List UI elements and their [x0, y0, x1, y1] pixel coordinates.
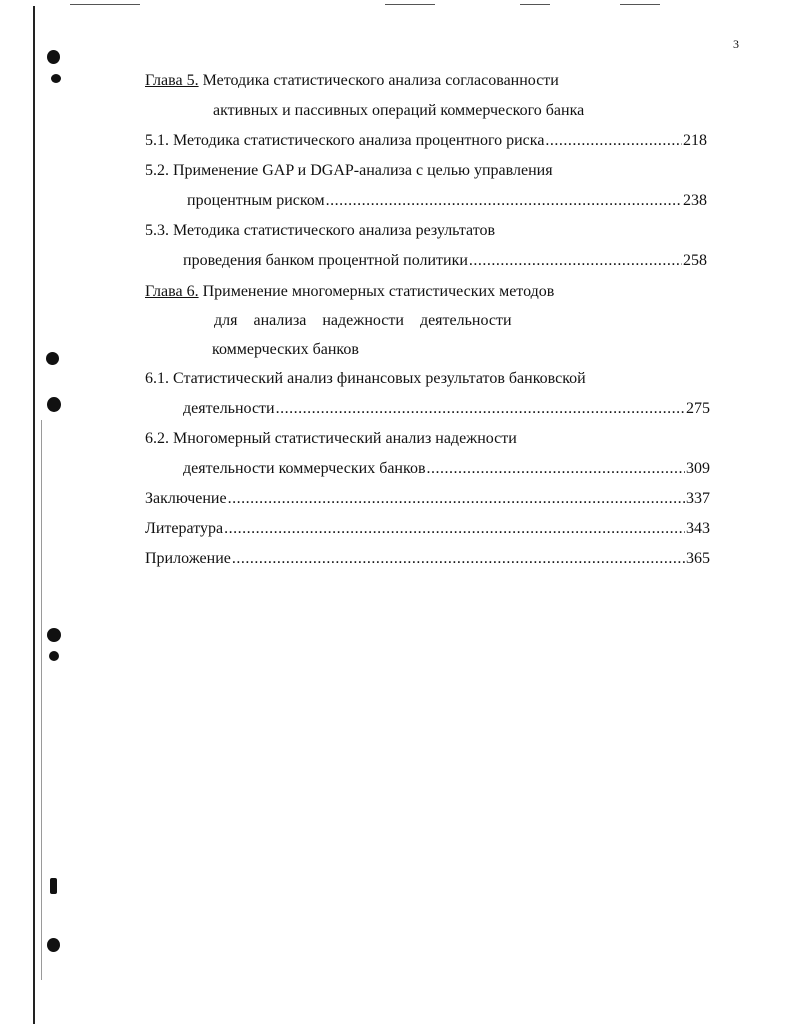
toc-entry-title: деятельности: [183, 400, 275, 417]
dot-leader: [545, 132, 682, 150]
punch-hole-mark: [50, 878, 57, 894]
toc-entry-6-1-title: 6.1. Статистический анализ финансовых результатов банковской: [145, 370, 586, 387]
chapter-6-label: Глава 6.: [145, 283, 199, 300]
chapter-5-heading: [145, 72, 559, 90]
binding-shadow-line: [41, 420, 42, 980]
page-number: 3: [733, 37, 739, 51]
toc-entry-5-2: [187, 192, 707, 210]
punch-hole-mark: [49, 651, 59, 661]
scan-top-mark: [620, 4, 660, 5]
toc-entry-title: проведения банком процентной политики: [183, 252, 468, 269]
toc-entry-title: 5.1. Методика статистического анализа процентного риска: [145, 132, 545, 149]
toc-entry-title: процентным риском: [187, 192, 325, 209]
toc-entry-6-2: [183, 460, 710, 478]
toc-entry-5-2-title: 5.2. Применение GAP и DGAP-анализа с целью управления: [145, 162, 553, 179]
toc-entry-page: 238: [683, 192, 707, 209]
dot-leader: [326, 192, 682, 210]
toc-entry-title: Литература: [145, 520, 224, 537]
scan-top-mark: [70, 4, 140, 5]
chapter-6-title-continuation: коммерческих банков: [212, 341, 359, 358]
dot-leader: [469, 252, 682, 270]
toc-entry-5-3: [183, 252, 707, 270]
punch-hole-mark: [47, 628, 61, 642]
chapter-5-label: Глава 5.: [145, 72, 199, 89]
chapter-6-heading: [145, 283, 554, 301]
dot-leader: [228, 490, 685, 508]
toc-entry-5-3-title: 5.3. Методика статистического анализа результатов: [145, 222, 496, 239]
punch-hole-mark: [47, 50, 60, 64]
toc-entry-title: Заключение: [145, 490, 227, 507]
toc-entry-5-1: [145, 132, 707, 150]
scan-top-mark: [385, 4, 435, 5]
toc-entry-conclusion: [145, 490, 710, 508]
scan-top-mark: [520, 4, 550, 5]
toc-entry-page: 337: [686, 490, 710, 507]
toc-entry-page: 365: [686, 550, 710, 567]
toc-entry-6-1: [183, 400, 710, 418]
toc-entry-literature: [145, 520, 710, 538]
toc-entry-page: 309: [686, 460, 710, 477]
chapter-6-title-continuation: для анализа надежности деятельности: [214, 312, 512, 329]
binding-edge-line: [33, 6, 35, 1024]
chapter-6-title: Применение многомерных статистических методов: [202, 283, 555, 300]
dot-leader: [224, 520, 685, 538]
toc-entry-title: Приложение: [145, 550, 231, 567]
toc-entry-page: 343: [686, 520, 710, 537]
toc-entry-page: 275: [686, 400, 710, 417]
dot-leader: [232, 550, 685, 568]
punch-hole-mark: [47, 938, 60, 952]
punch-hole-mark: [47, 397, 61, 412]
dot-leader: [427, 460, 685, 478]
toc-entry-page: 258: [683, 252, 707, 269]
punch-hole-mark: [46, 352, 59, 365]
toc-entry-title: деятельности коммерческих банков: [183, 460, 426, 477]
chapter-5-title: Методика статистического анализа согласованности: [202, 72, 559, 89]
chapter-5-title-continuation: активных и пассивных операций коммерческого банка: [213, 102, 585, 119]
toc-entry-appendix: [145, 550, 710, 568]
dot-leader: [276, 400, 685, 418]
punch-hole-mark: [51, 74, 61, 83]
toc-entry-6-2-title: 6.2. Многомерный статистический анализ надежности: [145, 430, 517, 447]
toc-entry-page: 218: [683, 132, 707, 149]
